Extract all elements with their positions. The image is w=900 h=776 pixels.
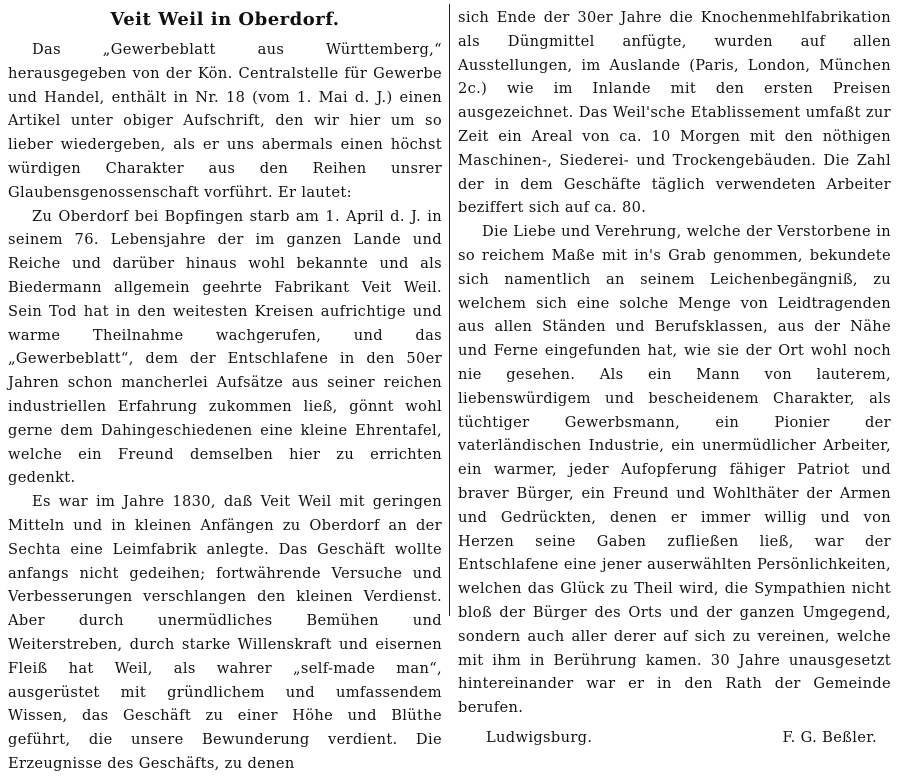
signature-place: Ludwigsburg. bbox=[486, 728, 593, 746]
intro-paragraph: Das „Gewerbeblatt aus Württemberg,“ herausgegeben von der Kön. Centralstelle für Gewerbe und Handel, enthält in Nr. 18 (vom 1. Mai d. J.) einen Artikel unter obiger Aufschrift, den wir hier um so lieber wiedergeben, als er uns abermals einen höchst würdigen Charakter aus den Reihen unsrer Glaubensgenossenschaft vorführt. Er lautet: bbox=[8, 41, 442, 201]
obituary-paragraph: Zu Oberdorf bei Bopfingen starb am 1. April d. J. in seinem 76. Lebensjahre der im ganzen Lande und Reiche und darüber hinaus wohl bekannte und als Biedermann allgemein geehrte Fabrikant Veit Weil. Sein Tod hat in den weitesten Kreisen aufrichtige und warme Theilnahme wachgerufen, und das „Gewerbeblatt“, dem der Entschlafene in den 50er Jahren schon mancherlei Aufsätze aus seiner reichen industriellen Erfahrung zukommen ließ, gönnt wohl gerne dem Dahingeschiedenen eine kleine Ehrentafel, welche ein Freund demselben hier zu errichten gedenkt. bbox=[8, 207, 442, 487]
history-paragraph: Es war im Jahre 1830, daß Veit Weil mit geringen Mitteln und in kleinen Anfängen zu Oberdorf an der Sechta eine Leimfabrik anlegte. Das Geschäft wollte anfangs nicht gedeihen; fortwährende Versuche und Verbesserungen verschlangen den kleinen Verdienst. Aber durch unermüdliches Bemühen und Weiterstreben, durch starke Willenskraft und eisernen Fleiß hat Weil, als wahrer „self-made man“, ausgerüstet mit gründlichem und umfassendem Wissen, das Geschäft zu einer Höhe und Blüthe geführt, die unsere Bewunderung verdient. Die Erzeugnisse des Geschäfts, zu denen bbox=[8, 493, 442, 772]
history-continuation: sich Ende der 30er Jahre die Knochenmehlfabrikation als Düngmittel anfügte, wurden auf allen Ausstellungen, im Auslande (Paris, London, München 2c.) wie im Inlande mit den ersten Preisen ausgezeichnet. Das Weil'sche Etablissement umfaßt zur Zeit ein Areal von ca. 10 Morgen mit den nöthigen Maschinen-, Siederei- und Trockengebäuden. Die Zahl der in dem Geschäfte täglich verwendeten Arbeiter beziffert sich auf ca. 80. bbox=[458, 9, 891, 217]
article-title: Veit Weil in Oberdorf. bbox=[110, 9, 340, 30]
left-column bbox=[8, 6, 442, 776]
signature-author: F. G. Beßler. bbox=[782, 728, 877, 746]
tribute-paragraph: Die Liebe und Verehrung, welche der Verstorbene in so reichem Maße mit in's Grab genommen, bekundete sich namentlich an seinem Leichenbegängniß, zu welchem sich eine solche Menge von Leidtragenden aus allen Ständen und Berufsklassen, aus der Nähe und Ferne eingefunden hat, wie sie der Ort wohl noch nie gesehen. Als ein Mann von lauterem, liebenswürdigem und bescheidenem Charakter, als tüchtiger Gewerbsmann, ein Pionier der vaterländischen Industrie, ein unermüdlicher Arbeiter, ein warmer, jeder Aufopferung fähiger Patriot und braver Bürger, ein Freund und Wohlthäter der Armen und Gedrückten, denen er immer willig und von Herzen seine Gaben zufließen ließ, war der Entschlafene eine jener auserwählten Persönlichkeiten, welchen das Glück zu Theil wird, die Sympathien nicht bloß der Bürger des Orts und der ganzen Umgegend, sondern auch aller derer auf sich zu vereinen, welche mit ihm in Berührung kamen. 30 Jahre unausgesetzt hintereinander war er in den Rath der Gemeinde berufen. bbox=[458, 223, 891, 717]
column-divider bbox=[449, 4, 450, 616]
signature-line bbox=[458, 726, 891, 750]
right-column bbox=[458, 6, 891, 750]
